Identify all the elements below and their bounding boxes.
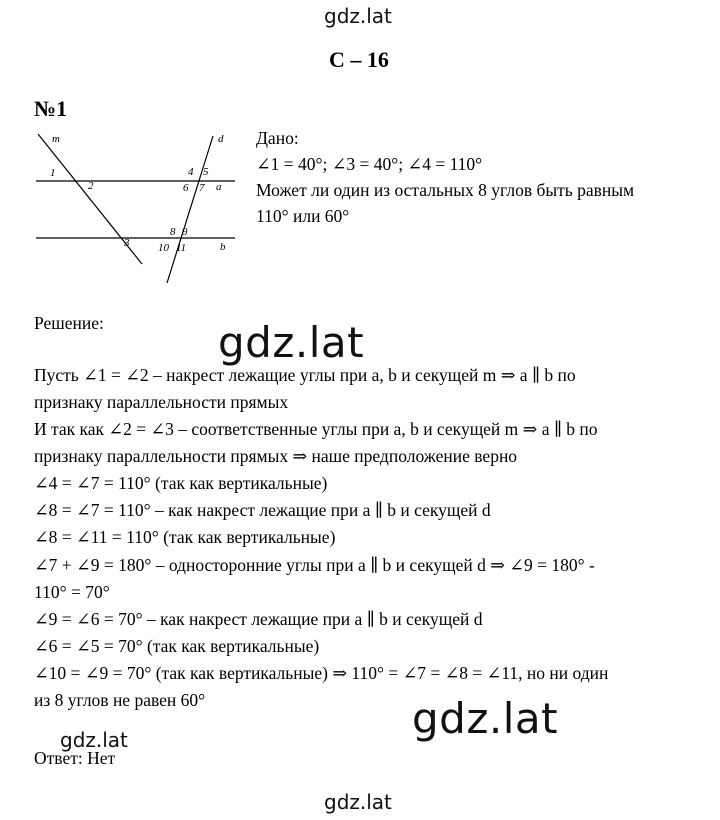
solution-line: ∠6 = ∠5 = 70° (так как вертикальные) [34, 636, 320, 656]
label-b: b [220, 241, 226, 253]
label-m: m [52, 133, 60, 145]
label-angle-10: 10 [158, 242, 169, 254]
watermark-lower-left: gdz.lat [60, 728, 128, 752]
geometry-figure [30, 128, 235, 288]
solution-line: 110° = 70° [34, 582, 110, 602]
watermark-right: gdz.lat [412, 694, 559, 743]
label-angle-7: 7 [199, 182, 205, 194]
label-angle-9: 9 [182, 226, 188, 238]
solution-line: признаку параллельности прямых ⇒ наше предположение верно [34, 446, 518, 466]
label-angle-2: 2 [88, 180, 94, 192]
solution-line: ∠7 + ∠9 = 180° – односторонние углы при a ∥ b и секущей d ⇒ ∠9 = 180° - [34, 555, 595, 575]
label-angle-8: 8 [170, 226, 176, 238]
given-block [256, 125, 634, 229]
solution-line: ∠4 = ∠7 = 110° (так как вертикальные) [34, 473, 328, 493]
line-d [167, 136, 213, 283]
solution-line: ∠10 = ∠9 = 70° (так как вертикальные) ⇒ 110° = ∠7 = ∠8 = ∠11, но ни один [34, 663, 609, 683]
watermark-top: gdz.lat [324, 4, 392, 28]
solution-heading: Решение: [34, 313, 104, 333]
solution-line: Пусть ∠1 = ∠2 – накрест лежащие углы при a, b и секущей m ⇒ a ∥ b по [34, 365, 576, 385]
solution-line: ∠8 = ∠11 = 110° (так как вертикальные) [34, 527, 336, 547]
label-d: d [218, 133, 224, 145]
watermark-bottom: gdz.lat [324, 790, 392, 814]
answer: Ответ: Нет [34, 748, 116, 768]
given-line-3: 110° или 60° [256, 206, 350, 226]
given-line-1: ∠1 = 40°; ∠3 = 40°; ∠4 = 110° [256, 154, 483, 174]
given-line-2: Может ли один из остальных 8 углов быть равным [256, 180, 635, 200]
label-angle-4: 4 [188, 166, 194, 178]
label-a: a [216, 181, 222, 193]
watermark-middle: gdz.lat [218, 318, 365, 367]
problem-number: №1 [34, 96, 68, 121]
solution-line: ∠8 = ∠7 = 110° – как накрест лежащие при a ∥ b и секущей d [34, 500, 491, 520]
given-heading: Дано: [256, 128, 299, 148]
label-angle-3: 3 [124, 237, 130, 249]
label-angle-1: 1 [50, 167, 56, 179]
solution-line: И так как ∠2 = ∠3 – соответственные углы при a, b и секущей m ⇒ a ∥ b по [34, 419, 598, 439]
page-title: С – 16 [329, 47, 389, 72]
solution-line: ∠9 = ∠6 = 70° – как накрест лежащие при a ∥ b и секущей d [34, 609, 483, 629]
label-angle-11: 11 [176, 242, 187, 254]
label-angle-6: 6 [183, 182, 189, 194]
label-angle-5: 5 [203, 166, 209, 178]
solution-line: из 8 углов не равен 60° [34, 690, 206, 710]
solution-line: признаку параллельности прямых [34, 392, 289, 412]
